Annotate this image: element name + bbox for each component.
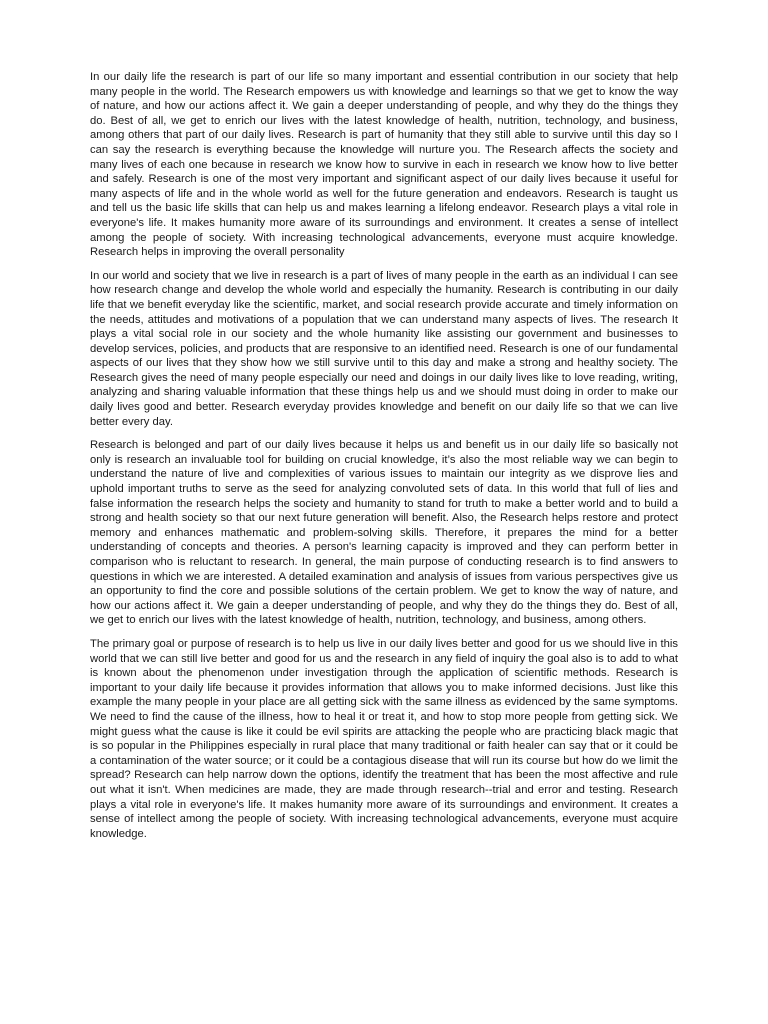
document-page <box>90 70 678 850</box>
paragraph-3: Research is belonged and part of our daily lives because it helps us and benefit us in our daily life so basically not only is research an invaluable tool for building on crucial knowledge, it’s also the most reliable way we can begin to understand the nature of live and complexities of various issues to maintain our integrity as we disprove lies and uphold important truths to serve as the seed for analyzing convoluted sets of data. In this world that full of lies and false information the research helps the society and humanity to stand for truth to make a better world and to build a strong and health society so that our next future generation will benefit. Also, the Research helps restore and protect memory and enhances mathematic and problem-solving skills. Therefore, it prepares the mind for a better understanding of concepts and theories. A person's learning capacity is improved and they can perform better in comparison who is reluctant to research. In general, the main purpose of conducting research is to find answers to questions in which we are interested. A detailed examination and analysis of issues from various perspectives give us an opportunity to find the core and possible solutions of the certain problem. We get to know the way of nature, and how our actions affect it. We gain a deeper understanding of people, and why they do the things they do. Best of all, we get to enrich our lives with the latest knowledge of health, nutrition, technology, and business, among others. <box>90 439 678 627</box>
paragraph-4: The primary goal or purpose of research is to help us live in our daily lives better and good for us we should live in this world that we can still live better and good for us and the research in any field of inquiry the goal also is to add to what is known about the phenomenon under investigation through the application of scientific methods. Research is important to your daily life because it provides information that allows you to make informed decisions. Just like this example the many people in your place are all getting sick with the same illness as evidenced by the same symptoms. We need to find the cause of the illness, how to heal it or treat it, and how to stop more people from getting sick. We might guess what the cause is like it could be evil spirits are attacking the people who are practicing black magic that is so popular in the Philippines especially in rural place that many traditional or faith healer can say that or it could be a contamination of the water source; or it could be a contagious disease that will run its course but how do we limit the spread? Research can help narrow down the options, identify the treatment that has been the most affective and rule out what it isn't. When medicines are made, they are made through research--trial and error and testing. Research plays a vital role in everyone's life. It makes humanity more aware of its surroundings and environment. It creates a sense of intellect among the people of society. With increasing technological advancements, everyone must acquire knowledge. <box>90 637 678 840</box>
paragraph-1: In our daily life the research is part of our life so many important and essential contribution in our society that help many people in the world. The Research empowers us with knowledge and learnings so that we get to know the way of nature, and how our actions affect it. We gain a deeper understanding of people, and why they do the things they do. Best of all, we get to enrich our lives with the latest knowledge of health, nutrition, technology, and business, among others that part of our daily lives. Research is part of humanity that they still able to survive until this day so I can say the research is everything because the knowledge will nurture you. The Research affects the society and many lives of each one because in research we know how to survive in each in research we know how to live better and safely. Research is one of the most very important and significant aspect of our daily lives because it useful for many aspects of life and in the whole world as well for the future generation and endeavors. Research is taught us and tell us the basic life skills that can help us and makes learning a lifelong endeavor. Research plays a vital role in everyone's life. It makes humanity more aware of its surroundings and environment. It creates a sense of intellect among the people of society. With increasing technological advancements, everyone must acquire knowledge. Research helps in improving the overall personality <box>90 71 678 259</box>
paragraph-2: In our world and society that we live in research is a part of lives of many people in the earth as an individual I can see how research change and develop the whole world and especially the humanity. Research is contributing in our daily life that we benefit everyday like the scientific, market, and social research provide accurate and timely information on the needs, attitudes and motivations of a population that we can understand many aspects of lives. The research It plays a vital social role in our society and the whole humanity like assisting our government and businesses to develop services, policies, and products that are responsive to an identified need. Research is one of our fundamental aspects of our lives that they show how we still survive until to this day and make a strong and healthy society. The Research gives the need of many people especially our need and doings in our daily lives like to love reading, writing, analyzing and sharing valuable information that these things help us and we should must doing in order to make our daily lives good and better. Research everyday provides knowledge and benefit on our daily life so that we can live better every day. <box>90 269 678 428</box>
